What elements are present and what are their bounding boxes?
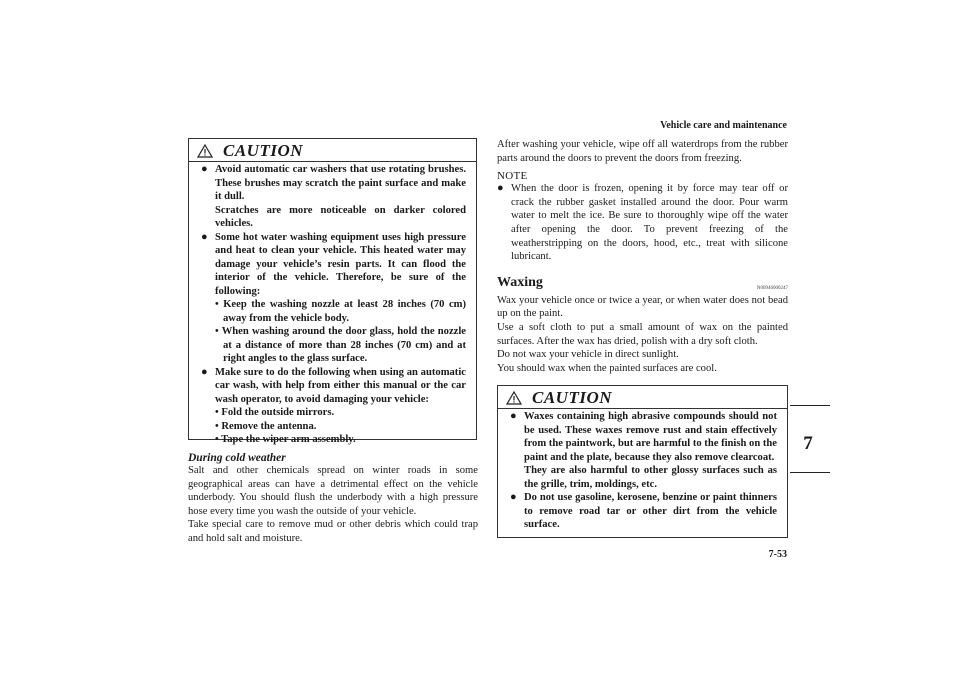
warning-triangle-icon: [506, 391, 522, 405]
caution-title-text: CAUTION: [532, 388, 613, 407]
waxing-heading: Waxing: [497, 274, 543, 290]
caution-bullet: [201, 163, 466, 231]
caution-text: Make sure to do the following when using an automatic car wash, with help from either this manual or the car wash operator, to avoid damaging your vehicle:: [215, 366, 466, 405]
section-code: N00946000247: [756, 285, 788, 291]
caution-text: They are also harmful to other glossy surfaces such as the grille, trim, moldings, etc.: [524, 465, 777, 490]
waxing-line: Wax your vehicle once or twice a year, or when water does not bead up on the paint.: [497, 294, 788, 320]
caution-title: [506, 388, 612, 408]
caution-bullet: [510, 410, 777, 491]
caution-bullet: [510, 491, 777, 532]
caution-title: [197, 141, 303, 161]
caution-text: Scratches are more noticeable on darker colored vehicles.: [215, 204, 466, 229]
cold-weather-paragraph: Take special care to remove mud or other debris which could trap and hold salt and moisture.: [188, 519, 478, 544]
caution-subitem: • Fold the outside mirrors.: [215, 407, 335, 418]
caution-bullet: [201, 366, 466, 447]
note-text: When the door is frozen, opening it by force may tear off or crack the rubber gasket installed around the door. Pour warm water to melt the ice. Be sure to thoroughly wipe off the water after opening the door. To prevent freezing of the weatherstripping on the doors, hood, etc., treat with silicone lubricant.: [511, 183, 788, 263]
running-header: Vehicle care and maintenance: [660, 120, 787, 131]
caution-box-washing: [188, 138, 477, 445]
caution-subitem: • When washing around the door glass, hold the nozzle at a distance of more than 28 inches (70 cm) and at right angles to the glass surface.: [215, 326, 466, 364]
waxing-line: Do not wax your vehicle in direct sunlight.: [497, 349, 679, 361]
bullet-dot-icon: ●: [201, 163, 208, 175]
warning-triangle-icon: [197, 144, 213, 158]
caution-text: Waxes containing high abrasive compounds should not be used. These waxes remove rust and stain effectively from the paintwork, but are harmful to the finish on the paint and the plate, because they also remove clearcoat.: [524, 411, 777, 463]
page-number: 7-53: [768, 549, 787, 560]
chapter-tab-top-rule: [790, 405, 830, 406]
chapter-tab-number: 7: [803, 433, 813, 454]
chapter-tab-bottom-rule: [790, 472, 830, 473]
cold-weather-section: [188, 452, 478, 546]
caution-bullet: [201, 231, 466, 366]
note-label: NOTE: [497, 170, 528, 183]
caution-subitem: • Tape the wiper arm assembly.: [215, 434, 356, 445]
bullet-dot-icon: ●: [201, 230, 208, 243]
bullet-dot-icon: ●: [510, 491, 517, 503]
caution-text: Some hot water washing equipment uses high pressure and heat to clean your vehicle. This heated water may damage your vehicle’s resin parts. It can flood the interior of the vehicle. Therefore, be sure of the following:: [215, 231, 466, 297]
caution-subitem: • Keep the washing nozzle at least 28 inches (70 cm) away from the vehicle body.: [215, 299, 466, 324]
caution-title-rule: [498, 408, 787, 409]
caution-title-text: CAUTION: [223, 141, 304, 160]
note-item: [497, 182, 788, 264]
right-column-text: [497, 138, 788, 375]
caution-text: Avoid automatic car washers that use rotating brushes. These brushes may scratch the paint surface and make it dull.: [215, 164, 466, 202]
after-washing-paragraph: After washing your vehicle, wipe off all waterdrops from the rubber parts around the doors to prevent the doors from freezing.: [497, 139, 788, 164]
waxing-heading-row: [497, 275, 788, 291]
bullet-dot-icon: ●: [497, 182, 504, 195]
cold-weather-paragraph: Salt and other chemicals spread on winter roads in some geographical areas can have a detrimental effect on the vehicle underbody. You should flush the underbody with a high pressure hose every time you wash the outside of your vehicle.: [188, 465, 478, 517]
bullet-dot-icon: ●: [201, 365, 208, 378]
caution-bullet-list: [201, 163, 466, 447]
caution-bullet-list: [510, 410, 777, 532]
bullet-dot-icon: ●: [510, 410, 517, 422]
note-list: [497, 182, 788, 264]
caution-text: Do not use gasoline, kerosene, benzine or paint thinners to remove road tar or other dirt from the vehicle surface.: [524, 492, 777, 530]
waxing-line: Use a soft cloth to put a small amount of wax on the painted surfaces. After the wax has dried, polish with a dry soft cloth.: [497, 321, 788, 347]
caution-box-waxing: [497, 385, 788, 538]
cold-weather-heading: During cold weather: [188, 452, 286, 464]
waxing-line: You should wax when the painted surfaces are cool.: [497, 362, 717, 374]
caution-title-rule: [189, 161, 476, 162]
caution-subitem: • Remove the antenna.: [215, 420, 317, 432]
